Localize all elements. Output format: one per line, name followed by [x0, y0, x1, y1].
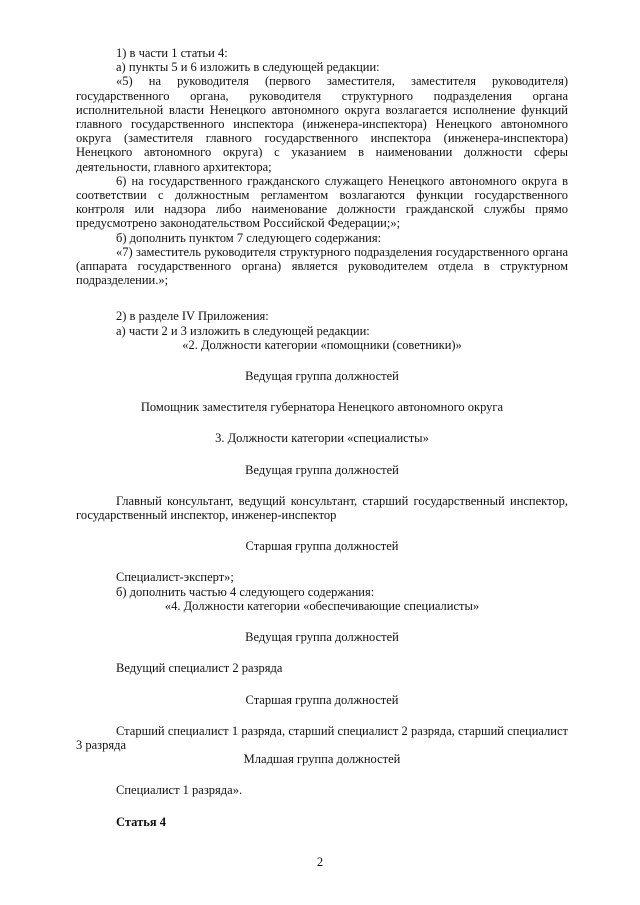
group-heading-leading-3: Ведущая группа должностей	[245, 630, 399, 645]
positions-consultants: Главный консультант, ведущий консультант, старший государственный инспектор, государственный инспектор, инженер-инспектор	[76, 493, 568, 523]
position-leading-specialist: Ведущий специалист 2 разряда	[116, 661, 283, 676]
group-heading-junior: Младшая группа должностей	[243, 752, 401, 767]
subitem-b-2: б) дополнить частью 4 следующего содержания:	[116, 584, 375, 599]
subitem-b: б) дополнить пунктом 7 следующего содержания:	[116, 230, 382, 245]
document-body	[76, 46, 568, 829]
group-heading-senior-1: Старшая группа должностей	[245, 539, 399, 554]
item-2-heading: 2) в разделе IV Приложения:	[116, 309, 269, 324]
paragraph-point-7: «7) заместитель руководителя структурного подразделения государственного органа (аппарата государственного органа) является руководителем отдела в структурном подразделении.»;	[76, 244, 568, 288]
position-specialist: Специалист 1 разряда».	[116, 783, 243, 798]
positions-senior-specialists: Старший специалист 1 разряда, старший специалист 2 разряда, старший специалист 3 разряда	[76, 723, 568, 752]
paragraph-point-5: «5) на руководителя (первого заместителя, заместителя руководителя) государственного органа, руководителя структурного подразделения органа исполнительной власти Ненецкого автономного округа возлагается исполнение функций главного государственного инспектора (инженера-инспектора) Ненецкого автономного округа (заместителя главного государственного инспектора (инженера-инспектора) Ненецкого автономного округа) с указанием в наименовании должности сферы деятельности, главного архитектора;	[76, 74, 568, 174]
position-expert: Специалист-эксперт»;	[116, 570, 234, 585]
group-heading-senior-2: Старшая группа должностей	[245, 692, 399, 707]
subitem-a-2: а) части 2 и 3 изложить в следующей редакции:	[116, 323, 370, 338]
item-1-heading: 1) в части 1 статьи 4:	[116, 46, 228, 60]
group-heading-leading-2: Ведущая группа должностей	[245, 462, 399, 477]
position-assistant: Помощник заместителя губернатора Ненецкого автономного округа	[140, 400, 504, 415]
category-support-heading: «4. Должности категории «обеспечивающие специалисты»	[164, 598, 480, 613]
category-specialists-heading: 3. Должности категории «специалисты»	[215, 431, 429, 446]
page-number: 2	[316, 855, 324, 869]
group-heading-leading-1: Ведущая группа должностей	[245, 369, 399, 384]
category-advisers-heading: «2. Должности категории «помощники (советники)»	[182, 337, 462, 352]
subitem-a: а) пункты 5 и 6 изложить в следующей редакции:	[116, 60, 380, 75]
article-4-heading: Статья 4	[116, 814, 166, 829]
paragraph-point-6: 6) на государственного гражданского служащего Ненецкого автономного округа в соответствии с должностным регламентом возлагаются функции государственного контроля или надзора либо наименование должности гражданской службы прямо предусмотрено законодательством Российской Федерации;»;	[76, 173, 568, 231]
